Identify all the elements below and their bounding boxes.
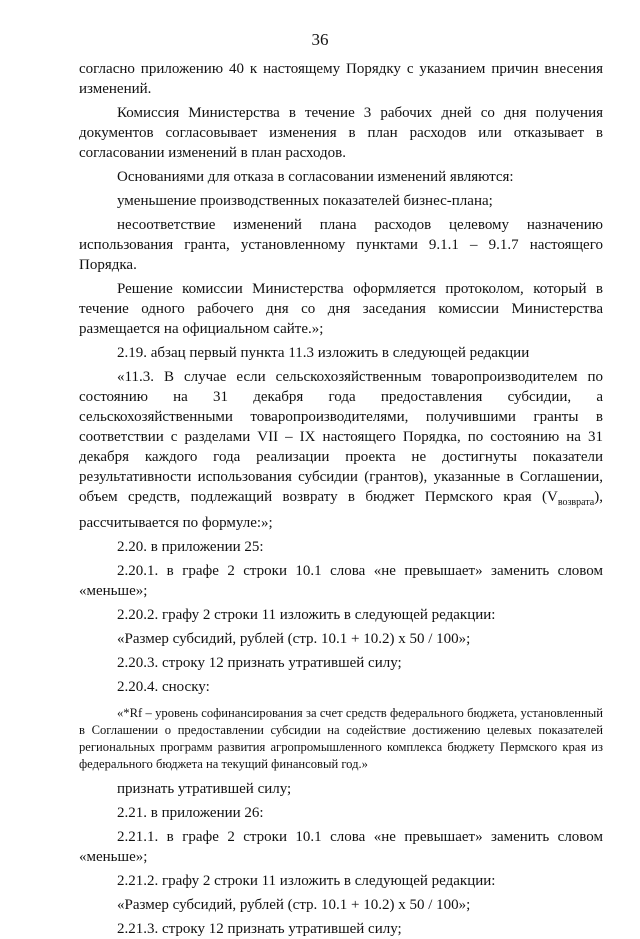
paragraph-8-main: «11.3. В случае если сельскохозяйственным товаропроизводителем по состоянию на 31 декабря года предоставления субсидии, а сельскохозяйственными товаропроизводителями, получившими гранты в соответствии с разделами VII – IX настоящего Порядка, по состоянию на 31 декабря каждого года реализации проекта не достигнуты показатели результативности использования субсидии (грантов), указанные в Соглашении, объем средств, подлежащий возврату в бюджет Пермского края (V <box>79 369 603 505</box>
paragraph-5: несоответствие изменений плана расходов целевому назначению использования гранта, установленному пунктами 9.1.1 – 9.1.7 настоящего Порядка. <box>79 217 603 273</box>
paragraph-3: Основаниями для отказа в согласовании изменений являются: <box>117 169 514 185</box>
paragraph-21: 2.21.3. строку 12 признать утратившей силу; <box>117 921 402 937</box>
paragraph-18: 2.21.1. в графе 2 строки 10.1 слова «не превышает» заменить словом «меньше»; <box>79 829 603 865</box>
paragraph-16: признать утратившей силу; <box>117 781 292 797</box>
paragraph-8-subscript: возврата <box>557 497 595 508</box>
paragraph-4: уменьшение производственных показателей бизнес-плана; <box>117 193 493 209</box>
paragraph-13: 2.20.3. строку 12 признать утратившей силу; <box>117 655 402 671</box>
paragraph-12: «Размер субсидий, рублей (стр. 10.1 + 10.2) х 50 / 100»; <box>117 631 471 647</box>
paragraph-20: «Размер субсидий, рублей (стр. 10.1 + 10.2) х 50 / 100»; <box>117 897 471 913</box>
footnote-quote: «*Rf – уровень софинансирования за счет средств федерального бюджета, установленный в Соглашении о предоставлении субсидии на содействие достижению целевых показателей региональных программ развития агропромышленного комплекса бюджету Пермского края из федерального бюджета на текущий финансовый год.» <box>79 706 603 771</box>
paragraph-14: 2.20.4. сноску: <box>117 679 210 695</box>
paragraph-7: 2.19. абзац первый пункта 11.3 изложить в следующей редакции <box>117 345 530 361</box>
paragraph-11: 2.20.2. графу 2 строки 11 изложить в следующей редакции: <box>117 607 496 623</box>
paragraph-8 <box>79 367 603 533</box>
paragraph-19: 2.21.2. графу 2 строки 11 изложить в следующей редакции: <box>117 873 496 889</box>
paragraph-1: согласно приложению 40 к настоящему Порядку с указанием причин внесения изменений. <box>79 61 603 97</box>
paragraph-6: Решение комиссии Министерства оформляется протоколом, который в течение одного рабочего дня со дня заседания комиссии Министерства размещается на официальном сайте.»; <box>79 281 603 337</box>
paragraph-10: 2.20.1. в графе 2 строки 10.1 слова «не превышает» заменить словом «меньше»; <box>79 563 603 599</box>
paragraph-17: 2.21. в приложении 26: <box>117 805 264 821</box>
paragraph-8-end: ), рассчитывается по формуле:»; <box>79 489 603 531</box>
page-number: 36 <box>311 30 329 49</box>
paragraph-2: Комиссия Министерства в течение 3 рабочих дней со дня получения документов согласовывает изменения в план расходов или отказывает в согласовании изменений в план расходов. <box>79 105 603 161</box>
paragraph-9: 2.20. в приложении 25: <box>117 539 264 555</box>
document-body <box>79 59 603 939</box>
